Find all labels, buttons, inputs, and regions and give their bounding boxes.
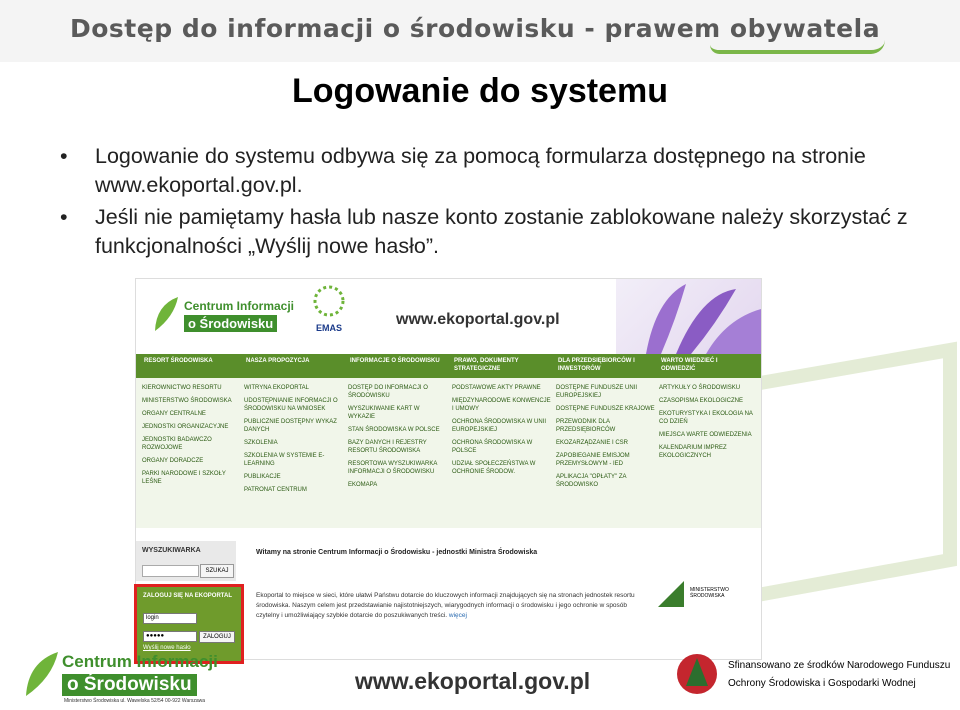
main-menu <box>136 354 761 378</box>
menu-link[interactable]: EKOMAPA <box>348 482 378 488</box>
menu-link[interactable]: EKOZARZĄDZANIE I CSR <box>556 440 629 446</box>
password-input[interactable]: ●●●●● <box>143 631 197 642</box>
cio-logo[interactable] <box>150 293 300 343</box>
menu-link[interactable]: SZKOLENIA <box>244 440 278 446</box>
bullet-list <box>60 142 920 264</box>
menu-link[interactable]: DOSTĘPNE FUNDUSZE UNII EUROPEJSKIEJ <box>556 385 638 399</box>
menu-link[interactable]: STAN ŚRODOWISKA W POLSCE <box>348 427 440 433</box>
footer-leaf-icon <box>22 650 62 698</box>
menu-link[interactable]: JEDNOSTKI ORGANIZACYJNE <box>142 424 229 430</box>
top-banner <box>0 0 960 62</box>
search-box <box>136 541 236 581</box>
menu-link[interactable]: KIEROWNICTWO RESORTU <box>142 385 222 391</box>
flower-image <box>616 279 761 354</box>
bullet-dot-icon: • <box>60 205 68 229</box>
menu-link[interactable]: PODSTAWOWE AKTY PRAWNE <box>452 385 541 391</box>
menu-item-informacje[interactable]: INFORMACJE O ŚRODOWISKU <box>350 358 440 364</box>
menu-link[interactable]: PRZEWODNIK DLA PRZEDSIĘBIORCÓW <box>556 419 616 433</box>
footer-funding-line2: Ochrony Środowiska i Gospodarki Wodnej <box>728 678 916 689</box>
menu-link[interactable]: PUBLICZNIE DOSTĘPNY WYKAZ DANYCH <box>244 419 337 433</box>
menu-link[interactable]: MIĘDZYNARODOWE KONWENCJE I UMOWY <box>452 398 551 412</box>
menu-link[interactable]: SZKOLENIA W SYSTEMIE E-LEARNING <box>244 453 325 467</box>
menu-link[interactable]: ORGANY CENTRALNE <box>142 411 206 417</box>
menu-link[interactable]: UDZIAŁ SPOŁECZEŃSTWA W OCHRONIE ŚRODOW. <box>452 461 536 475</box>
menu-column <box>142 384 242 491</box>
website-screenshot <box>135 278 762 660</box>
menu-item-propozycja[interactable]: NASZA PROPOZYCJA <box>246 358 310 364</box>
login-input[interactable]: login <box>143 613 197 624</box>
menu-column <box>244 384 344 499</box>
menu-column <box>659 384 759 465</box>
emas-logo-icon <box>304 283 354 343</box>
footer-address: Ministerstwo Środowiska ul. Wawelska 52/54 00-922 Warszawa <box>64 698 206 704</box>
menu-link[interactable]: APLIKACJA "OPŁATY" ZA ŚRODOWISKO <box>556 474 627 488</box>
welcome-heading: Witamy na stronie Centrum Informacji o Środowisku - jednostki Ministra Środowiska <box>256 549 538 556</box>
bullet-text: Logowanie do systemu odbywa się za pomocą formularza dostępnego na stronie www.ekoportal.gov.pl. <box>95 144 866 197</box>
ministry-label: MINISTERSTWO ŚRODOWISKA <box>690 587 729 599</box>
menu-item-przedsiebiorcy[interactable]: DLA PRZEDSIĘBIORCÓW I INWESTORÓW <box>558 358 635 372</box>
menu-column <box>348 384 448 494</box>
emas-label: EMAS <box>316 323 343 333</box>
logo-line2: o Środowisku <box>184 315 277 332</box>
menu-link[interactable]: WITRYNA EKOPORTAL <box>244 385 310 391</box>
menu-link[interactable]: UDOSTĘPNIANIE INFORMACJI O ŚRODOWISKU NA WNIOSEK <box>244 398 338 412</box>
banner-text: Dostęp do informacji o środowisku - prawem obywatela <box>70 14 881 43</box>
footer-logo-line1: Centrum Informacji <box>62 652 218 671</box>
menu-link[interactable]: BAZY DANYCH I REJESTRY RESORTU ŚRODOWISKA <box>348 440 427 454</box>
bullet-item <box>60 203 920 261</box>
menu-link[interactable]: MINISTERSTWO ŚRODOWISKA <box>142 398 232 404</box>
menu-column <box>556 384 656 494</box>
footer <box>0 640 960 710</box>
menu-link[interactable]: RESORTOWA WYSZUKIWARKA INFORMACJI O ŚRODOWISKU <box>348 461 438 475</box>
menu-item-prawo[interactable]: PRAWO, DOKUMENTY STRATEGICZNE <box>454 358 519 372</box>
menu-item-warto[interactable]: WARTO WIEDZIEĆ I ODWIEDZIĆ <box>661 358 718 372</box>
ministry-emblem-icon <box>656 579 686 609</box>
bullet-text: Jeśli nie pamiętamy hasła lub nasze konto zostanie zablokowane należy skorzystać z funkcjonalności „Wyślij nowe hasło”. <box>95 205 908 258</box>
menu-link[interactable]: ORGANY DORADCZE <box>142 458 204 464</box>
site-header <box>136 279 761 354</box>
forgot-password-link[interactable]: Wyślij nowe hasło <box>143 645 191 651</box>
search-input[interactable] <box>142 565 199 577</box>
ministry-logo <box>656 579 741 629</box>
menu-link[interactable]: ARTYKUŁY O ŚRODOWISKU <box>659 385 741 391</box>
footer-funding-line1: Sfinansowano ze środków Narodowego Funduszu <box>728 660 951 671</box>
menu-link[interactable]: DOSTĘP DO INFORMACJI O ŚRODOWISKU <box>348 385 428 399</box>
more-link[interactable]: więcej <box>448 612 467 619</box>
slide-title: Logowanie do systemu <box>292 72 668 110</box>
menu-link[interactable]: CZASOPISMA EKOLOGICZNE <box>659 398 744 404</box>
menu-link[interactable]: PARKI NARODOWE I SZKOŁY LEŚNE <box>142 471 226 485</box>
site-url: www.ekoportal.gov.pl <box>396 311 560 328</box>
menu-link[interactable]: EKOTURYSTYKA I EKOLOGIA NA CO DZIEŃ <box>659 411 753 425</box>
menu-link[interactable]: OCHRONA ŚRODOWISKA W POLSCE <box>452 440 533 454</box>
menu-item-resort[interactable]: RESORT ŚRODOWISKA <box>144 358 213 364</box>
flower-icon <box>616 279 761 354</box>
logo-line1: Centrum Informacji <box>184 299 295 313</box>
nfosigw-tree-icon <box>672 650 722 706</box>
menu-link[interactable]: JEDNOSTKI BADAWCZO ROZWOJOWE <box>142 437 212 451</box>
menu-link[interactable]: PATRONAT CENTRUM <box>244 487 307 493</box>
welcome-text <box>256 591 636 621</box>
menu-columns <box>136 378 761 528</box>
menu-link[interactable]: WYSZUKIWANIE KART W WYKAZIE <box>348 406 420 420</box>
welcome-paragraph: Ekoportal to miejsce w sieci, które ułatwi Państwu dotarcie do kluczowych informacji znajdujących się na stronach jednostek resortu środowiska. Naszym celem jest przedstawianie najistotniejszych, wiarygodnych informacji o środowisku i jego ochronie w sposób czytelny i umożliwiający szybkie dotarcie do poszukiwanych treści. <box>256 592 635 619</box>
banner-swoosh <box>710 40 885 54</box>
menu-link[interactable]: OCHRONA ŚRODOWISKA W UNII EUROPEJSKIEJ <box>452 419 547 433</box>
menu-link[interactable]: MIEJSCA WARTE ODWIEDZENIA <box>659 432 752 438</box>
search-button[interactable]: SZUKAJ <box>200 564 234 578</box>
footer-url: www.ekoportal.gov.pl <box>355 668 591 694</box>
bullet-dot-icon: • <box>60 144 68 168</box>
search-label: WYSZUKIWARKA <box>142 547 201 554</box>
footer-logo-line2: o Środowisku <box>62 674 197 696</box>
menu-link[interactable]: ZAPOBIEGANIE EMISJOM PRZEMYSŁOWYM - IED <box>556 453 630 467</box>
leaf-icon <box>152 295 182 333</box>
menu-link[interactable]: PUBLIKACJE <box>244 474 281 480</box>
menu-link[interactable]: KALENDARIUM IMPREZ EKOLOGICZNYCH <box>659 445 727 459</box>
login-title: ZALOGUJ SIĘ NA EKOPORTAL <box>143 593 233 599</box>
bullet-item <box>60 142 920 200</box>
login-button[interactable]: ZALOGUJ <box>199 631 235 643</box>
menu-column <box>452 384 552 481</box>
menu-link[interactable]: DOSTĘPNE FUNDUSZE KRAJOWE <box>556 406 655 412</box>
